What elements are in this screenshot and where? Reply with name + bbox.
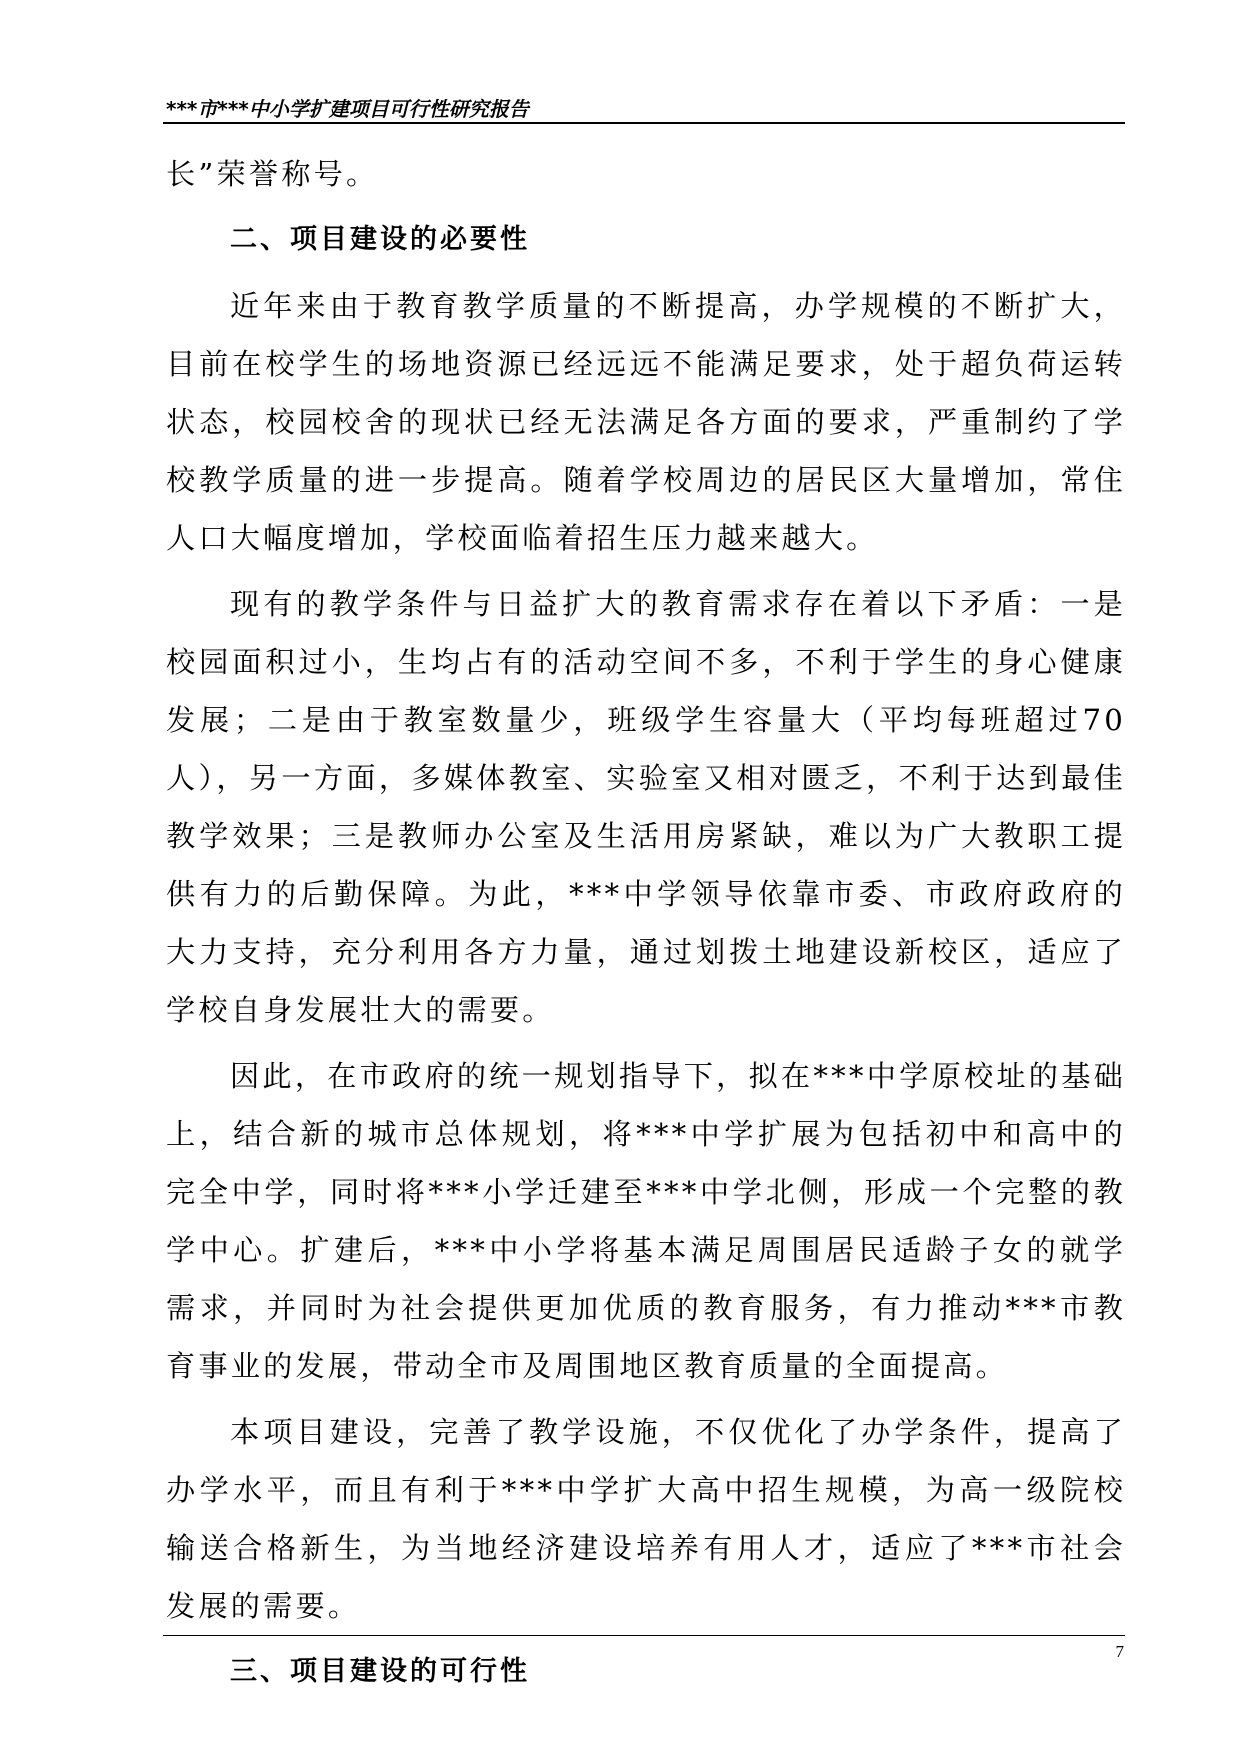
document-body [166,145,1126,1701]
section-heading-necessity: 二、项目建设的必要性 [230,224,530,255]
spacer [166,269,1126,277]
paragraph-2: 现有的教学条件与日益扩大的教育需求存在着以下矛盾：一是校园面积过小，生均占有的活动空间不多，不利于学生的身心健康发展；二是由于教室数量少，班级学生容量大（平均每班超过70人），另一方面，多媒体教室、实验室又相对匮乏，不利于达到最佳教学效果；三是教师办公室及生活用房紧缺，难以为广大教职工提供有力的后勤保障。为此，***中学领导依靠市委、市政府政府的大力支持，充分利用各方力量，通过划拨土地建设新校区，适应了学校自身发展壮大的需要。 [166,587,1126,1027]
spacer [166,567,1126,575]
footer-rule [163,1635,1125,1636]
header-rule [163,122,1125,124]
page-header-title: ***市***中小学扩建项目可行性研究报告 [166,97,529,121]
paragraph-1: 近年来由于教育教学质量的不断提高，办学规模的不断扩大，目前在校学生的场地资源已经远远不能满足要求，处于超负荷运转状态，校园校舍的现状已经无法满足各方面的要求，严重制约了学校教学质量的进一步提高。随着学校周边的居民区大量增加，常住人口大幅度增加，学校面临着招生压力越来越大。 [166,289,1126,555]
spacer [166,203,1126,211]
spacer [166,1635,1126,1643]
section-heading-feasibility: 三、项目建设的可行性 [230,1656,530,1687]
page-number: 7 [1115,1642,1124,1661]
paragraph-3: 因此，在市政府的统一规划指导下，拟在***中学原校址的基础上，结合新的城市总体规划，将***中学扩展为包括初中和高中的完全中学，同时将***小学迁建至***中学北侧，形成一个完整的教学中心。扩建后，***中小学将基本满足周围居民适龄子女的就学需求，并同时为社会提供更加优质的教育服务，有力推动***市教育事业的发展，带动全市及周围地区教育质量的全面提高。 [166,1059,1126,1383]
continuation-text: 长”荣誉称号。 [166,157,379,191]
spacer [166,1395,1126,1403]
paragraph-4: 本项目建设，完善了教学设施，不仅优化了办学条件，提高了办学水平，而且有利于***中学扩大高中招生规模，为高一级院校输送合格新生，为当地经济建设培养有用人才，适应了***市社会发展的需要。 [166,1415,1126,1623]
spacer [166,1039,1126,1047]
